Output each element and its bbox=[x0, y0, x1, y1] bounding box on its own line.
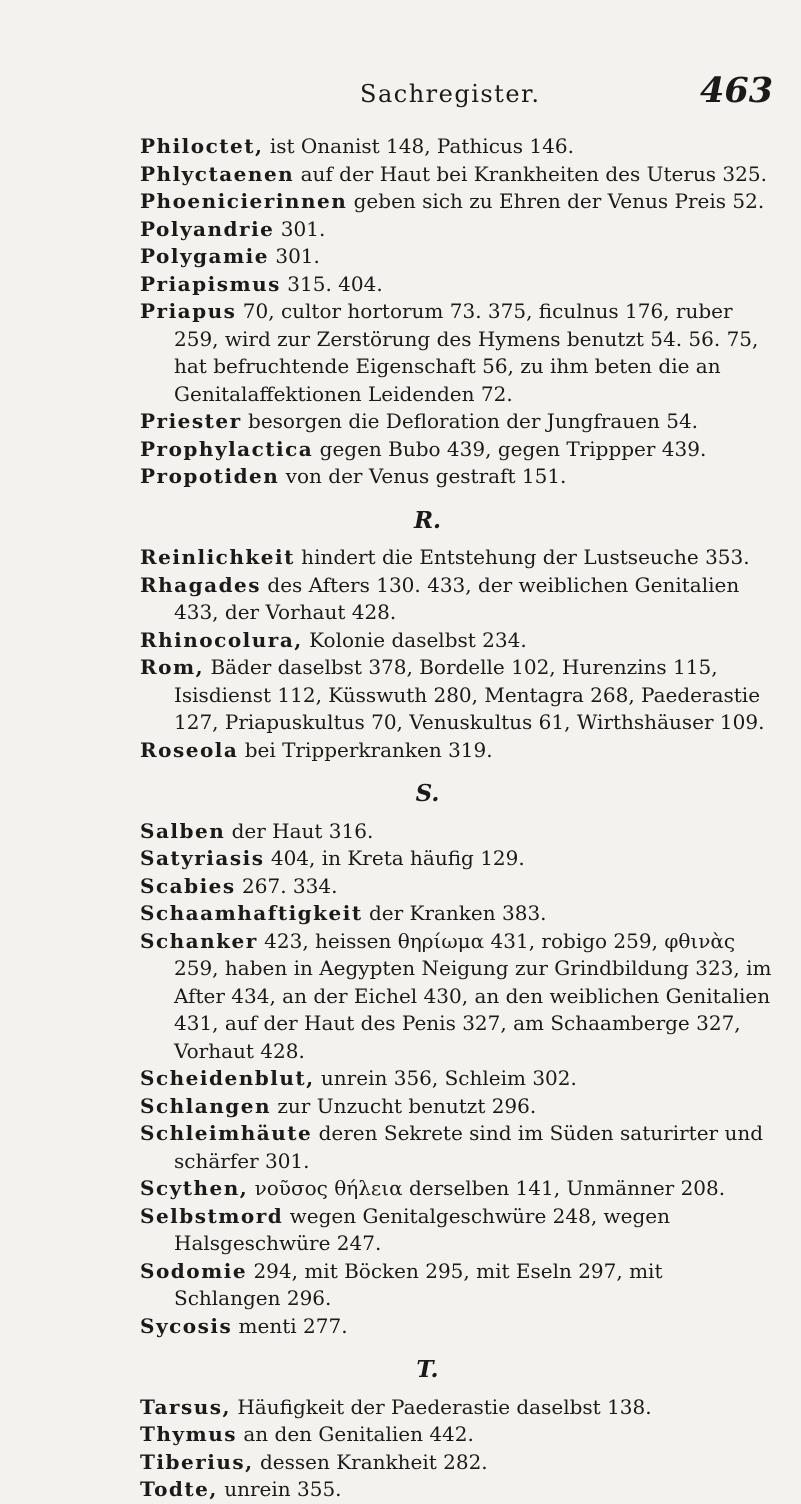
page-number: 463 bbox=[700, 70, 774, 111]
entry-headword: Scheidenblut, bbox=[140, 1066, 315, 1090]
index-entry bbox=[140, 1449, 775, 1477]
index-entry bbox=[140, 572, 775, 627]
page-header bbox=[0, 62, 801, 122]
entry-headword: Roseola bbox=[140, 737, 239, 762]
entry-references: unrein 355. bbox=[217, 1477, 342, 1501]
entry-headword: Schlangen bbox=[140, 1093, 272, 1118]
entry-references: deren Sekrete sind im Süden saturirter und schärfer 301. bbox=[174, 1121, 764, 1173]
entry-references: νοῦσος θήλεια derselben 141, Unmänner 208. bbox=[248, 1176, 726, 1200]
entry-headword: Reinlichkeit bbox=[140, 545, 295, 569]
entry-headword: Priester bbox=[140, 409, 242, 433]
index-content bbox=[140, 133, 775, 1504]
index-entry bbox=[140, 900, 775, 928]
index-entry bbox=[140, 133, 775, 161]
index-entry bbox=[140, 298, 775, 408]
index-entry bbox=[140, 1175, 775, 1203]
entry-references: 301. bbox=[269, 244, 320, 268]
entry-references: dessen Krankheit 282. bbox=[253, 1449, 488, 1474]
entry-headword: Phlyctaenen bbox=[140, 161, 295, 186]
entry-headword: Priapismus bbox=[140, 271, 281, 296]
index-entry bbox=[140, 161, 775, 189]
entry-headword: Phoenicierinnen bbox=[140, 189, 348, 213]
entry-references: wegen Genitalgeschwüre 248, wegen Halsgeschwüre 247. bbox=[174, 1203, 671, 1255]
index-entry bbox=[140, 1065, 775, 1093]
entry-headword: Todte, bbox=[140, 1477, 218, 1501]
entry-headword: Schanker bbox=[140, 928, 258, 953]
entry-headword: Sycosis bbox=[140, 1313, 233, 1338]
entry-headword: Sodomie bbox=[140, 1258, 248, 1283]
section-letter: R. bbox=[413, 506, 442, 534]
index-entry bbox=[140, 1203, 775, 1258]
index-entry bbox=[140, 271, 775, 299]
entry-references: 423, heissen θηρίωμα 431, robigo 259, φθινὰς 259, haben in Aegypten Neigung zur Grindbildung 323, im After 434, an der Eichel 430, an den weiblichen Genitalien 431, auf der Haut des Penis 327, am Schaamberge 327, Vorhaut 428. bbox=[174, 928, 772, 1063]
entry-headword: Thymus bbox=[140, 1422, 238, 1446]
entry-references: der Kranken 383. bbox=[362, 901, 547, 925]
entry-headword: Propotiden bbox=[140, 464, 280, 488]
index-entry bbox=[140, 188, 775, 216]
entry-references: hindert die Entstehung der Lustseuche 353. bbox=[294, 545, 750, 569]
index-entry bbox=[140, 544, 775, 572]
entry-headword: Schleimhäute bbox=[140, 1121, 313, 1145]
entry-references: von der Venus gestraft 151. bbox=[279, 464, 567, 488]
entry-headword: Polyandrie bbox=[140, 216, 275, 241]
entry-references: 315. 404. bbox=[280, 271, 383, 296]
index-entry bbox=[140, 818, 775, 846]
entry-headword: Schaamhaftigkeit bbox=[140, 901, 363, 925]
index-entry bbox=[140, 845, 775, 873]
entry-references: Kolonie daselbst 234. bbox=[302, 627, 527, 652]
index-entry bbox=[140, 463, 775, 491]
entry-references: menti 277. bbox=[232, 1313, 348, 1338]
entry-references: auf der Haut bei Krankheiten des Uterus 325. bbox=[294, 161, 767, 186]
index-entry bbox=[140, 243, 775, 271]
entry-references: gegen Bubo 439, gegen Trippper 439. bbox=[313, 436, 707, 461]
entry-headword: Satyriasis bbox=[140, 846, 265, 870]
entry-headword: Polygamie bbox=[140, 244, 269, 268]
index-entry bbox=[140, 1120, 775, 1175]
entry-headword: Salben bbox=[140, 818, 226, 843]
running-title: Sachregister. bbox=[360, 80, 541, 108]
index-entry bbox=[140, 1476, 775, 1504]
entry-references: der Haut 316. bbox=[225, 818, 374, 843]
entry-references: Bäder daselbst 378, Bordelle 102, Hurenzins 115, Isisdienst 112, Küsswuth 280, Mentagra 268, Paederastie 127, Priapuskultus 70, Venuskultus 61, Wirthshäuser 109. bbox=[174, 655, 765, 734]
entry-references: geben sich zu Ehren der Venus Preis 52. bbox=[347, 189, 765, 213]
entry-headword: Scabies bbox=[140, 873, 236, 898]
index-entry bbox=[140, 928, 775, 1066]
entry-headword: Scythen, bbox=[140, 1176, 249, 1200]
section-letter: S. bbox=[415, 780, 440, 807]
entry-headword: Rom, bbox=[140, 655, 205, 679]
entry-references: zur Unzucht benutzt 296. bbox=[271, 1093, 537, 1118]
index-entry bbox=[140, 654, 775, 737]
index-entry bbox=[140, 436, 775, 464]
entry-references: 267. 334. bbox=[235, 873, 338, 898]
entry-references: des Afters 130. 433, der weiblichen Genitalien 433, der Vorhaut 428. bbox=[174, 572, 740, 624]
entry-references: ist Onanist 148, Pathicus 146. bbox=[263, 134, 574, 158]
entry-references: 294, mit Böcken 295, mit Eseln 297, mit Schlangen 296. bbox=[174, 1258, 663, 1310]
entry-references: 70, cultor hortorum 73. 375, ficulnus 176, ruber 259, wird zur Zerstörung des Hymens benutzt 54. 56. 75, hat befruchtende Eigenschaft 56, zu ihm beten die an Genitalaffektionen Leidenden 72. bbox=[174, 299, 759, 406]
entry-references: unrein 356, Schleim 302. bbox=[314, 1066, 577, 1090]
entry-headword: Tarsus, bbox=[140, 1394, 231, 1419]
index-entry bbox=[140, 1313, 775, 1341]
index-entry bbox=[140, 216, 775, 244]
entry-references: 404, in Kreta häufig 129. bbox=[264, 846, 525, 870]
index-entry bbox=[140, 408, 775, 436]
entry-headword: Tiberius, bbox=[140, 1449, 254, 1474]
entry-references: an den Genitalien 442. bbox=[237, 1422, 474, 1446]
index-entry bbox=[140, 1258, 775, 1313]
entry-references: bei Tripperkranken 319. bbox=[238, 737, 493, 762]
entry-headword: Rhinocolura, bbox=[140, 627, 303, 652]
entry-references: Häufigkeit der Paederastie daselbst 138. bbox=[231, 1394, 652, 1419]
entry-references: 301. bbox=[274, 216, 326, 241]
entry-headword: Selbstmord bbox=[140, 1203, 284, 1228]
index-entry bbox=[140, 1394, 775, 1422]
index-entry bbox=[140, 737, 775, 765]
index-entry bbox=[140, 1093, 775, 1121]
index-entry bbox=[140, 1421, 775, 1449]
entry-references: besorgen die Defloration der Jungfrauen 54. bbox=[241, 409, 699, 433]
index-entry bbox=[140, 627, 775, 655]
index-entry bbox=[140, 873, 775, 901]
section-letter: T. bbox=[416, 1356, 439, 1383]
entry-headword: Philoctet, bbox=[140, 134, 264, 158]
entry-headword: Rhagades bbox=[140, 572, 262, 597]
entry-headword: Prophylactica bbox=[140, 436, 314, 461]
entry-headword: Priapus bbox=[140, 299, 237, 323]
